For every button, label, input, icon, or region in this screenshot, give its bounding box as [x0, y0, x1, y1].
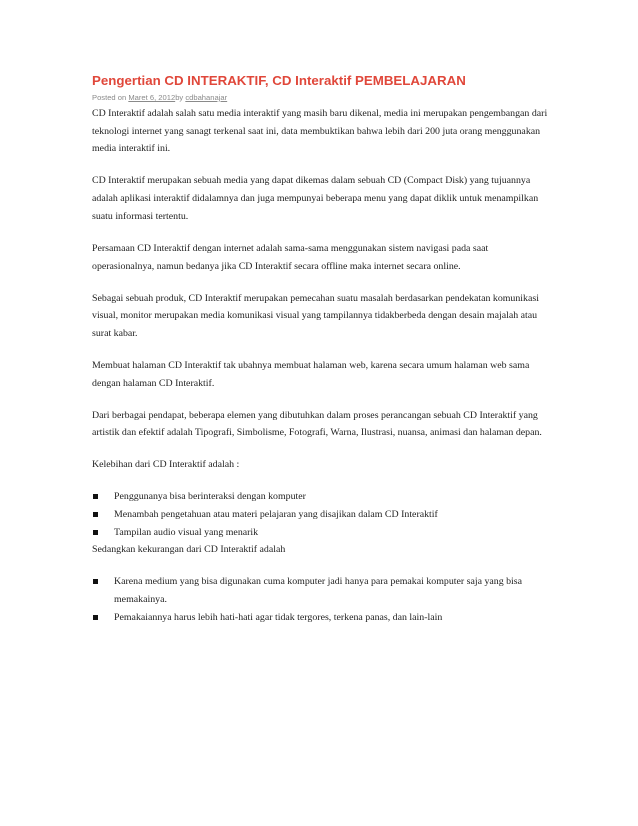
- bullet-square-icon: [93, 530, 98, 535]
- disadvantages-list: [92, 573, 552, 626]
- article-title: Pengertian CD INTERAKTIF, CD Interaktif PEMBELAJARAN: [92, 73, 466, 88]
- paragraph-6: Dari berbagai pendapat, beberapa elemen yang dibutuhkan dalam proses perancangan sebuah CD Interaktif yang artistik dan efektif adalah Tipografi, Simbolisme, Fotografi, Warna, Ilustrasi, nuansa, animasi dan halaman depan.: [92, 409, 542, 439]
- paragraph-2: CD Interaktif merupakan sebuah media yang dapat dikemas dalam sebuah CD (Compact Disk) yang tujuannya adalah aplikasi interaktif didalamnya dan juga mempunyai beberapa menu yang dapat diklik untuk menampilkan suatu informasi tertentu.: [92, 175, 539, 222]
- paragraph-3: Persamaan CD Interaktif dengan internet adalah sama-sama menggunakan sistem navigasi pada saat operasionalnya, namun bedanya jika CD Interaktif secara offline maka internet secara online.: [92, 242, 489, 272]
- list-item-text: Karena medium yang bisa digunakan cuma komputer jadi hanya para pemakai komputer saja yang bisa memakainya.: [114, 576, 523, 606]
- list-item-text: Menambah pengetahuan atau materi pelajaran yang disajikan dalam CD Interaktif: [114, 509, 438, 521]
- post-meta: [92, 93, 552, 103]
- bullet-square-icon: [93, 615, 98, 620]
- list-item: [92, 573, 552, 608]
- paragraph-1: CD Interaktif adalah salah satu media interaktif yang masih baru dikenal, media ini merupakan pengembangan dari teknologi internet yang sanagt terkenal saat ini, data membuktikan bahwa lebih dari 200 juta orang menggunakan media interaktif ini.: [92, 108, 548, 155]
- list-item: [92, 609, 552, 627]
- advantages-heading: Kelebihan dari CD Interaktif adalah :: [92, 459, 240, 471]
- by-label: by: [175, 93, 184, 102]
- advantages-list: [92, 488, 552, 541]
- list-item: [92, 506, 552, 524]
- disadvantages-heading: Sedangkan kekurangan dari CD Interaktif adalah: [92, 544, 286, 556]
- post-date-link[interactable]: Maret 6, 2012: [128, 93, 176, 102]
- bullet-square-icon: [93, 579, 98, 584]
- list-item-text: Penggunanya bisa berinteraksi dengan komputer: [114, 491, 306, 503]
- list-item-text: Pemakaiannya harus lebih hati-hati agar tidak tergores, terkena panas, dan lain-lain: [114, 611, 443, 623]
- article: [92, 72, 552, 627]
- paragraph-4: Sebagai sebuah produk, CD Interaktif merupakan pemecahan suatu masalah berdasarkan pendekatan komunikasi visual, monitor merupakan media komunikasi visual yang tampilannya tidakberbeda dengan desain majalah atau surat kabar.: [92, 292, 539, 339]
- bullet-square-icon: [93, 494, 98, 499]
- author-link[interactable]: cdbahanajar: [185, 93, 228, 102]
- bullet-square-icon: [93, 512, 98, 517]
- posted-on-label: Posted on: [92, 93, 127, 102]
- list-item-text: Tampilan audio visual yang menarik: [114, 526, 259, 538]
- paragraph-5: Membuat halaman CD Interaktif tak ubahnya membuat halaman web, karena secara umum halaman web sama dengan halaman CD Interaktif.: [92, 359, 530, 389]
- list-item: [92, 488, 552, 506]
- list-item: [92, 524, 552, 542]
